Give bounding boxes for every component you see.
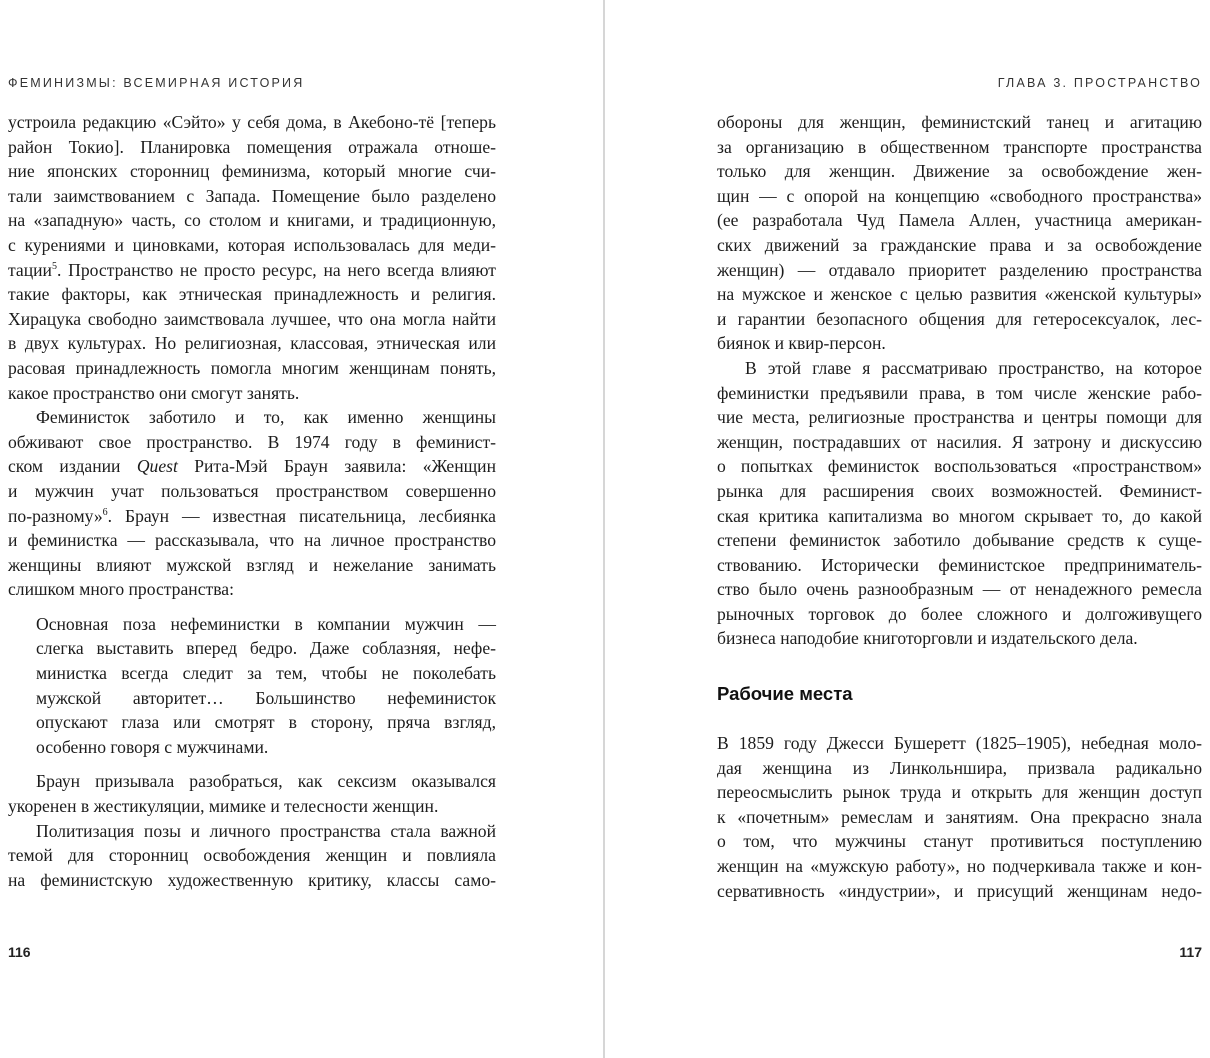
paragraph [8, 769, 496, 818]
text-fragment: . Пространство не просто ресурс, на него всегда влияют [56, 259, 496, 280]
text-line: расовая принадлежность помогла многим женщинам понять, [8, 357, 496, 378]
text-line: такие факторы, как этническая принадлежность и религия. [8, 284, 496, 305]
text-line: о том, что мужчины станут противиться поступлению [717, 831, 1202, 852]
section-heading: Рабочие места [717, 683, 853, 705]
text-line: ство было очень разнообразным — от ненадежного ремесла [717, 579, 1202, 600]
text-line: женщин) — отдавало приоритет разделению пространства [717, 259, 1202, 280]
text-line: только для женщин. Движение за освобождение жен- [717, 161, 1202, 182]
text-line: и гарантии безопасного общения для гетеросексуалок, лес- [717, 308, 1202, 329]
text-line: Феминисток заботило и то, как именно женщины [36, 407, 496, 428]
text-line: Браун призывала разобраться, как сексизм оказывался [36, 771, 496, 792]
text-fragment: по-разному» [8, 505, 103, 526]
text-line: на «западную» часть, со столом и книгами, и традиционную, [8, 210, 496, 231]
text-line: бизнеса наподобие книготорговли и издательского дела. [717, 628, 1138, 649]
text-line: с курениями и циновками, которая использовалась для меди- [8, 234, 496, 255]
text-line: к «почетным» ремеслам и занятиям. Она прекрасно знала [717, 806, 1202, 827]
footnote-marker[interactable]: 5 [51, 260, 57, 272]
text-line: район Токио]. Планировка помещения отражала отноше- [8, 136, 496, 157]
text-line: щин — с опорой на концепцию «свободного пространства» [717, 185, 1202, 206]
journal-title: Quest [136, 456, 178, 477]
text-fragment: тации [8, 259, 52, 280]
left-page [8, 0, 496, 1058]
text-line: и феминистка — рассказывала, что на личное пространство [8, 530, 496, 551]
text-fragment: . Браун — известная писательница, лесбиянка [107, 505, 496, 526]
text-line: ствованию. Исторически феминистское предприниматель- [717, 554, 1202, 575]
text-line [8, 258, 496, 283]
quote-line: особенно говоря с мужчинами. [36, 736, 269, 757]
text-line: (ее разработала Чуд Памела Аллен, участница американ- [717, 210, 1202, 231]
text-line: слишком много пространства: [8, 579, 234, 600]
text-line [8, 504, 496, 529]
page-gutter [603, 0, 605, 1058]
page-number-left: 116 [8, 944, 31, 960]
text-line [8, 454, 496, 479]
running-head-book-title: ФЕМИНИЗМЫ: ВСЕМИРНАЯ ИСТОРИЯ [8, 76, 305, 90]
spacer [8, 602, 496, 612]
paragraph [8, 110, 496, 405]
paragraph [717, 731, 1202, 903]
text-line: на феминистскую художественную критику, классы само- [8, 869, 496, 890]
text-line: женщины влияют мужской взгляд и нежелание занимать [8, 554, 496, 575]
text-line: за организацию в общественном транспорте пространства [717, 136, 1202, 157]
text-line: обживают свое пространство. В 1974 году в феминист- [8, 431, 496, 452]
text-line: ских движений за гражданские права и за освобождение [717, 234, 1202, 255]
paragraph [717, 110, 1202, 356]
block-quote [8, 612, 496, 760]
text-line: Хирацука свободно заимствовала лучшее, что она могла найти [8, 308, 496, 329]
text-line: о попытках феминисток воспользоваться «пространством» [717, 456, 1202, 477]
quote-line: мужской авторитет… Большинство нефеминисток [36, 687, 496, 708]
paragraph [717, 356, 1202, 651]
right-body-text [717, 110, 1202, 903]
text-line: женщин на «мужскую работу», но подчеркивала также и кон- [717, 856, 1202, 877]
text-line: переосмыслить рынок труда и открыть для женщин доступ [717, 782, 1202, 803]
text-line: на мужское и женское с целью развития «женской культуры» [717, 284, 1202, 305]
text-line: в двух культурах. Но религиозная, классовая, этническая или [8, 333, 496, 354]
right-page [717, 0, 1202, 1058]
text-line: феминистки предъявили права, в том числе женские рабо- [717, 382, 1202, 403]
text-line: степени феминисток заботило добывание средств к суще- [717, 530, 1202, 551]
text-line: рынка для расширения своих возможностей. Феминист- [717, 480, 1202, 501]
text-line: женщин, пострадавших от насилия. Я затрону и дискуссию [717, 431, 1202, 452]
quote-line: Основная поза нефеминистки в компании мужчин — [36, 613, 496, 634]
text-line: биянок и квир-персон. [717, 333, 886, 354]
paragraph [8, 819, 496, 893]
spacer [8, 759, 496, 769]
text-line: ние японских сторонниц феминизма, который многие счи- [8, 161, 496, 182]
quote-line: слегка выставить вперед бедро. Даже соблазняя, нефе- [36, 638, 496, 659]
text-line: В этой главе я рассматриваю пространство, на которое [745, 357, 1202, 378]
text-line: тали заимствованием с Запада. Помещение было разделено [8, 185, 496, 206]
text-line: дая женщина из Линкольншира, призвала радикально [717, 757, 1202, 778]
text-line: темой для сторонниц освобождения женщин и повлияла [8, 845, 496, 866]
text-line: сервативность «индустрии», и присущий женщинам недо- [717, 880, 1202, 901]
paragraph [8, 405, 496, 602]
text-line: обороны для женщин, феминистский танец и агитацию [717, 112, 1202, 132]
quote-line: министка всегда следит за тем, чтобы не поколебать [36, 663, 496, 684]
running-head-chapter: ГЛАВА 3. ПРОСТРАНСТВО [997, 76, 1202, 90]
spacer [717, 651, 1202, 682]
text-line: В 1859 году Джесси Бушеретт (1825–1905), небедная моло- [717, 733, 1202, 754]
text-line: укоренен в жестикуляции, мимике и телесности женщин. [8, 796, 439, 817]
footnote-marker[interactable]: 6 [102, 506, 108, 518]
text-line: и мужчин учат пользоваться пространством совершенно [8, 480, 496, 501]
text-line: чие места, религиозные пространства и центры помощи для [717, 407, 1202, 428]
text-fragment: ском издании [8, 456, 137, 477]
spacer [717, 706, 1202, 731]
left-body-text [8, 110, 496, 892]
text-line: устроила редакцию «Сэйто» у себя дома, в Акебоно-тё [теперь [8, 112, 496, 132]
text-line: рыночных торговок до более сложного и долгоживущего [717, 603, 1202, 624]
text-fragment: Рита-Мэй Браун заявила: «Женщин [177, 456, 496, 477]
quote-line: опускают глаза или смотрят в сторону, пряча взгляд, [36, 712, 496, 733]
text-line: ская критика капитализма во многом скрывает то, до какой [717, 505, 1202, 526]
text-line: Политизация позы и личного пространства стала важной [36, 820, 496, 841]
text-line: какое пространство они смогут занять. [8, 382, 300, 403]
page-number-right: 117 [1179, 944, 1202, 960]
